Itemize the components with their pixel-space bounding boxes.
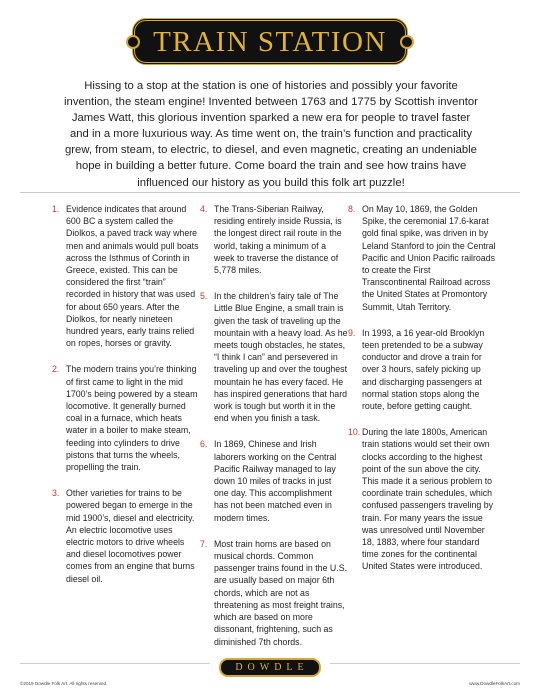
fact-number: 3. bbox=[52, 488, 60, 499]
intro-paragraph: Hissing to a stop at the station is one of histories and possibly your favorite invention, the steam engine! Invented between 1763 and 1775 by Scottish inventor James Watt, this glorious invention sparked a new era for people to travel faster and in a more luxurious way. As time went on, the train’s function and practicality grew, from steam, to electric, to diesel, and even magnetic, creating an undeniable hope in building a better future. Come board the train and see how trains have influenced our history as you build this folk art puzzle! bbox=[64, 80, 478, 189]
fact-text: In the children’s fairy tale of The Little Blue Engine, a small train is given the task of traveling up the mountain with a heavy load. As he meets tough obstacles, he states, “I think I can” and persevered in traveling up and over the toughest mountain he has every faced. He has inspired generations that hard work is tough but worth it in the end when you finish a task. bbox=[214, 291, 348, 424]
facts-column-3 bbox=[348, 203, 496, 587]
fact-text: The modern trains you’re thinking of first came to light in the mid 1700’s being powered by a steam locomotive. It generally burned coal in a furnace, which heats water in a boiler to make steam, feeding into cylinders to drive pistons that turns the wheels, propelling the train. bbox=[66, 364, 198, 473]
fact-number: 5. bbox=[200, 291, 208, 302]
footer-logo-wrap bbox=[0, 657, 540, 677]
page-title: TRAIN STATION bbox=[132, 18, 408, 65]
fact-number: 4. bbox=[200, 204, 208, 214]
fact-number: 7. bbox=[200, 538, 208, 549]
fact-text: In 1993, a 16 year-old Brooklyn teen pretended to be a subway conductor and drove a train for over 3 hours, safely picking up and discharging passengers at normal station stops along the route, before getting caught. bbox=[362, 327, 485, 412]
fact-number: 6. bbox=[200, 439, 208, 450]
facts-column-1 bbox=[52, 203, 200, 599]
fact-text: On May 10, 1869, the Golden Spike, the ceremonial 17.6-karat gold final spike, was driven in by Leland Stanford to join the Central Pacific and Union Pacific railroads to create the First Transcontinental Railroad across the United States at Promontory Summit, Utah Territory. bbox=[362, 204, 496, 312]
fact-item bbox=[348, 327, 496, 412]
title-banner bbox=[0, 18, 540, 65]
fact-number: 10. bbox=[348, 427, 361, 438]
website-text: www.DowdleFolkArt.com bbox=[469, 681, 520, 686]
fact-number: 9. bbox=[348, 327, 356, 338]
fact-text: Evidence indicates that around 600 BC a system called the Diolkos, a paved track way where men and animals would pull boats across the Isthmus of Corinth in Greece, existed. This can be considered the first “train” recorded in history that was used for about 650 years. After the Diolkos, for nearly nineteen hundred years, early trains relied on ropes, horses or gravity. bbox=[66, 204, 199, 349]
fact-text: In 1869, Chinese and Irish laborers working on the Central Pacific Railway managed to lay down 10 miles of tracks in just one day. This accomplishment has not been matched even in modern times. bbox=[214, 439, 337, 523]
facts-column-2 bbox=[200, 203, 348, 662]
fact-item bbox=[200, 438, 348, 523]
fact-item bbox=[348, 426, 496, 572]
dowdle-logo: DOWDLE bbox=[219, 658, 320, 677]
fact-item bbox=[52, 487, 200, 585]
fact-number: 2. bbox=[52, 364, 60, 375]
divider bbox=[20, 192, 520, 193]
fact-item bbox=[52, 203, 200, 349]
fact-text: Most train horns are based on musical chords. Common passenger trains found in the U.S. are usually based on major 6th chords, which are not as threatening as most freight trains, which are based on more dissonant, frightening, such as diminished 7th chords. bbox=[214, 538, 348, 647]
fact-item bbox=[52, 363, 200, 473]
fact-item bbox=[200, 538, 348, 648]
fact-number: 8. bbox=[348, 204, 356, 214]
fact-item bbox=[200, 290, 348, 424]
fact-text: Other varieties for trains to be powered began to emerge in the mid 1900’s, diesel and electricity. An electric locomotive uses electric motors to drive wheels and diesel locomotives power comes from an engine that burns diesel oil. bbox=[66, 488, 195, 584]
fact-text: During the late 1800s, American train stations would set their own clocks according to the highest point of the sun above the city. This made it a serious problem to coordinate train schedules, which confused passengers traveling by train. For many years the issue was unresolved until November 18, 1883, where four standard time zones for the continental United States were introduced. bbox=[362, 427, 494, 572]
copyright-text: ©2019 Dowdle Folk Art. All rights reserved. bbox=[20, 681, 108, 686]
fact-item bbox=[200, 203, 348, 276]
fact-number: 1. bbox=[52, 204, 60, 214]
fact-item bbox=[348, 203, 496, 313]
fact-text: The Trans-Siberian Railway, residing entirely inside Russia, is the longest direct rail route in the world, taking a minimum of a week to traverse the distance of 5,778 miles. bbox=[214, 204, 342, 276]
